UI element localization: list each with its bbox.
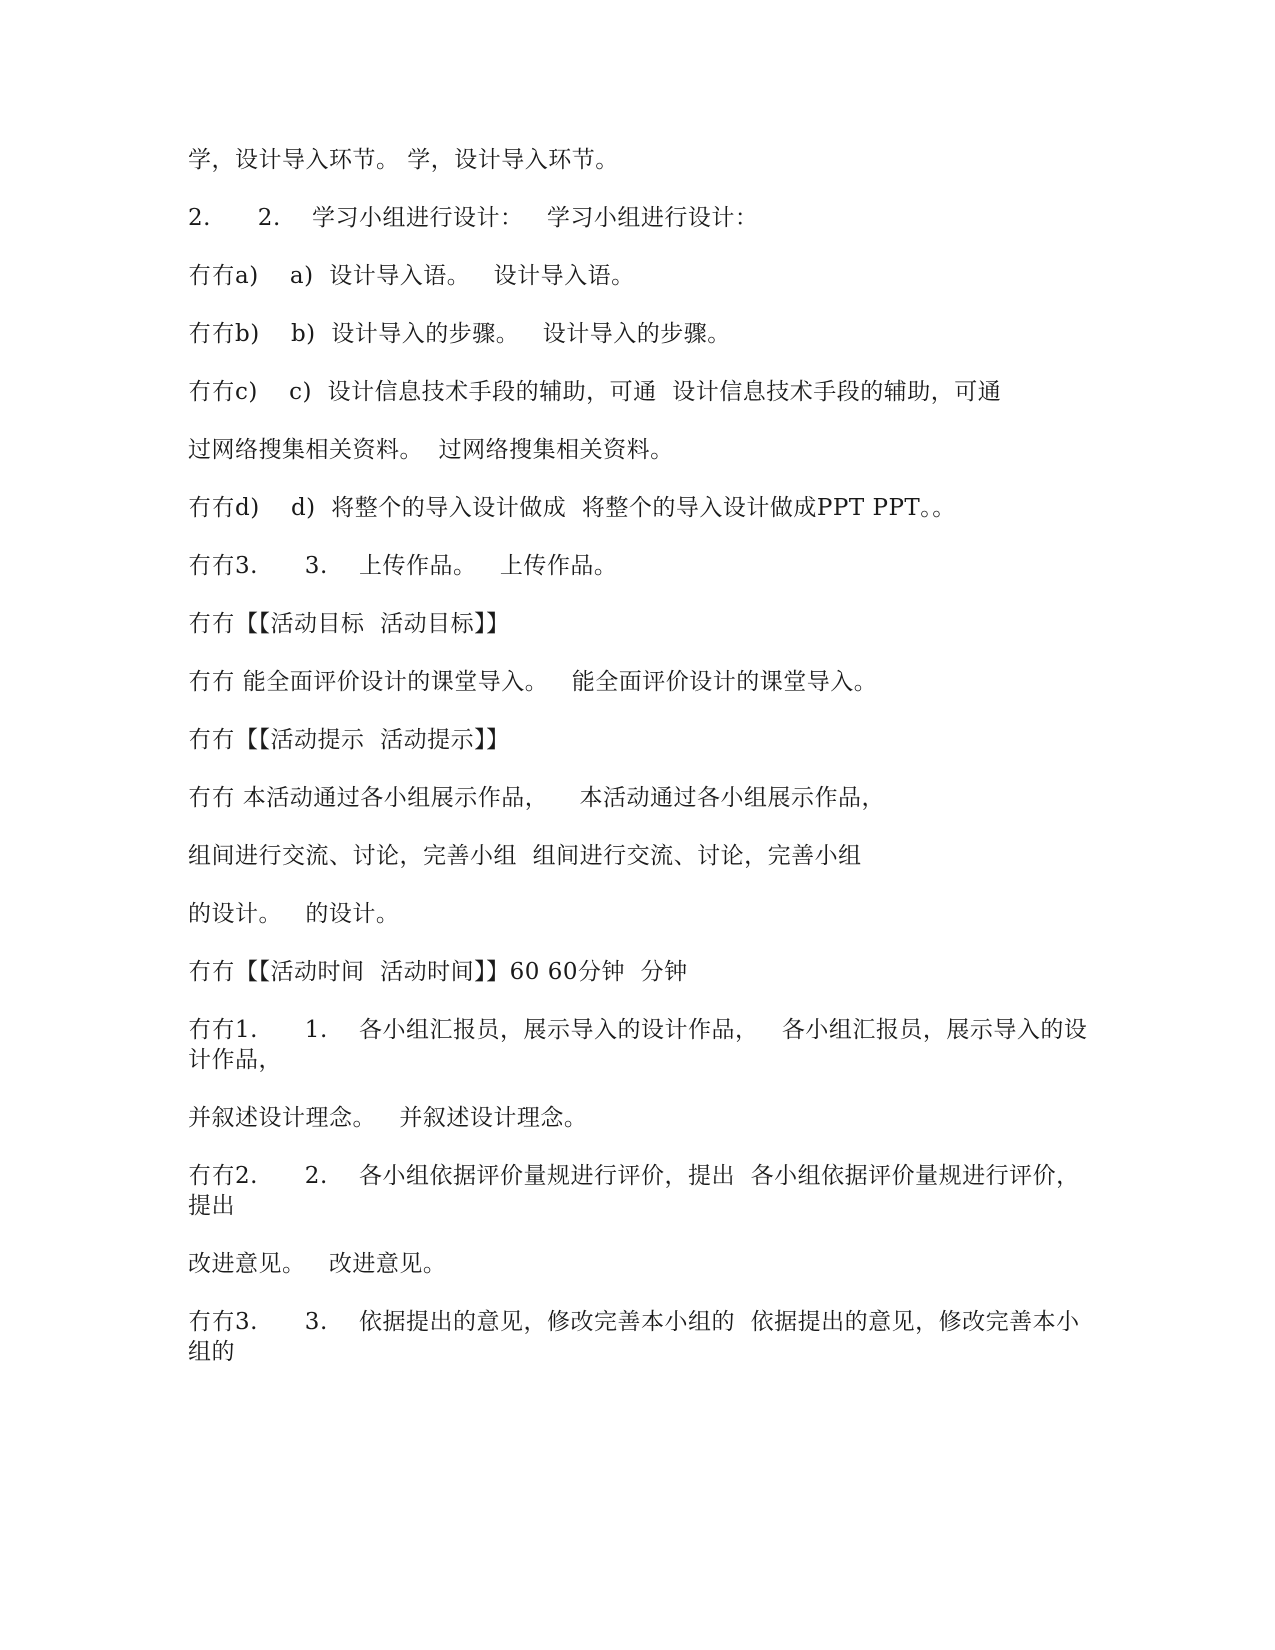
text-line: 冇冇 本活动通过各小组展示作品， 本活动通过各小组展示作品， bbox=[188, 785, 886, 811]
text-line: 冇冇 能全面评价设计的课堂导入。 能全面评价设计的课堂导入。 bbox=[188, 669, 878, 695]
text-line: 过网络搜集相关资料。 过网络搜集相关资料。 bbox=[188, 437, 674, 463]
text-line: 冇冇1. 1. 各小组汇报员，展示导入的设计作品， 各小组汇报员，展示导入的设计作品， bbox=[188, 1017, 1088, 1073]
text-line: 冇冇c) c) 设计信息技术手段的辅助，可通 设计信息技术手段的辅助，可通 bbox=[188, 379, 1002, 405]
text-line: 组间进行交流、讨论，完善小组 组间进行交流、讨论，完善小组 bbox=[188, 843, 862, 869]
section-heading: 冇冇【【活动提示 活动提示】】 bbox=[188, 727, 510, 753]
text-line: 冇冇d) d) 将整个的导入设计做成 将整个的导入设计做成PPT PPT。。 bbox=[188, 495, 956, 521]
text-line: 的设计。 的设计。 bbox=[188, 901, 400, 927]
text-line: 冇冇2. 2. 各小组依据评价量规进行评价，提出 各小组依据评价量规进行评价，提出 bbox=[188, 1163, 1080, 1219]
section-heading: 冇冇【【活动时间 活动时间】】60 60分钟 分钟 bbox=[188, 959, 688, 985]
text-line: 2. 2. 学习小组进行设计： 学习小组进行设计： bbox=[188, 205, 759, 231]
section-heading: 冇冇【【活动目标 活动目标】】 bbox=[188, 611, 510, 637]
text-line: 并叙述设计理念。 并叙述设计理念。 bbox=[188, 1105, 588, 1131]
text-line: 冇冇3. 3. 依据提出的意见，修改完善本小组的 依据提出的意见，修改完善本小组的 bbox=[188, 1309, 1080, 1365]
text-line: 冇冇3. 3. 上传作品。 上传作品。 bbox=[188, 553, 618, 579]
text-line: 冇冇b) b) 设计导入的步骤。 设计导入的步骤。 bbox=[188, 321, 731, 347]
text-line: 冇冇a) a) 设计导入语。 设计导入语。 bbox=[188, 263, 635, 289]
text-line: 改进意见。 改进意见。 bbox=[188, 1251, 447, 1277]
text-line: 学，设计导入环节。 学，设计导入环节。 bbox=[188, 147, 619, 173]
